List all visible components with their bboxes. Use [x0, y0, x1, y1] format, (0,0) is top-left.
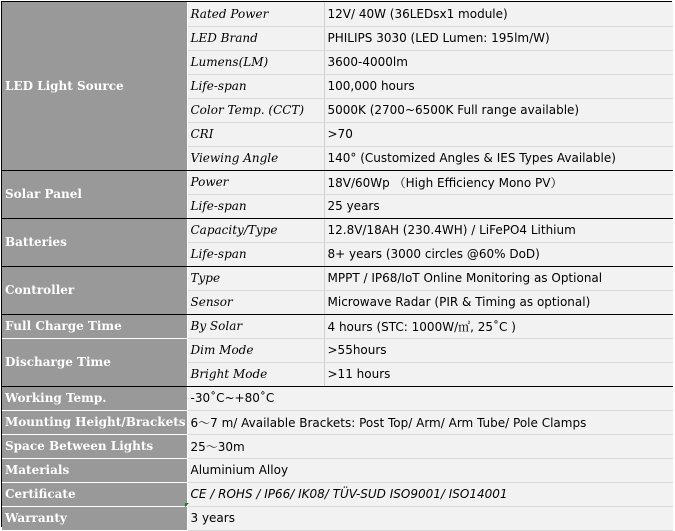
row-label: Life-span: [187, 74, 324, 98]
row-value: 12.8V/18AH (230.4WH) / LiFePO4 Lithium: [324, 218, 673, 242]
row-value: >70: [324, 122, 673, 146]
table-row: [2, 506, 673, 530]
table-row: [2, 218, 673, 242]
row-label: Sensor: [187, 290, 324, 314]
row-value: 3600-4000lm: [324, 50, 673, 74]
section-batteries-title: Batteries: [2, 218, 187, 266]
row-label: Lumens(LM): [187, 50, 324, 74]
misc-value: CE / ROHS / IP66/ IK08/ TÜV-SUD ISO9001/ ISO14001: [187, 482, 673, 506]
row-value: 25 years: [324, 194, 673, 218]
misc-value: -30˚C~+80˚C: [187, 386, 673, 410]
table-row: [2, 410, 673, 434]
misc-value: 25～30m: [187, 434, 673, 458]
table-row: [2, 386, 673, 410]
row-label: Capacity/Type: [187, 218, 324, 242]
table-row: [2, 338, 673, 362]
row-value: 5000K (2700~6500K Full range available): [324, 98, 673, 122]
row-value: 140° (Customized Angles & IES Types Available): [324, 146, 673, 170]
row-value: PHILIPS 3030 (LED Lumen: 195lm/W): [324, 26, 673, 50]
row-value: 100,000 hours: [324, 74, 673, 98]
row-value: Microwave Radar (PIR & Timing as optional): [324, 290, 673, 314]
row-value: >11 hours: [324, 362, 673, 386]
cell-comment-marker: [185, 503, 189, 507]
section-solar-title: Solar Panel: [2, 170, 187, 218]
table-row: [2, 482, 673, 506]
table-row: [2, 266, 673, 290]
row-value: >55hours: [324, 338, 673, 362]
misc-title: Working Temp.: [2, 386, 187, 410]
row-value: 4 hours (STC: 1000W/㎡, 25˚C ): [324, 314, 673, 338]
misc-title: Materials: [2, 458, 187, 482]
misc-title: Warranty: [2, 506, 187, 530]
misc-value: Aluminium Alloy: [187, 458, 673, 482]
spec-table-frame: [1, 1, 672, 527]
row-label: CRI: [187, 122, 324, 146]
table-row: [2, 314, 673, 338]
table-row: [2, 170, 673, 194]
row-label: Bright Mode: [187, 362, 324, 386]
row-label: Color Temp. (CCT): [187, 98, 324, 122]
section-led-title: LED Light Source: [2, 2, 187, 170]
table-row: [2, 458, 673, 482]
section-charge-title: Full Charge Time: [2, 314, 187, 338]
row-label: By Solar: [187, 314, 324, 338]
misc-title: Certificate: [2, 482, 187, 506]
row-value: 12V/ 40W (36LEDsx1 module): [324, 2, 673, 26]
spec-table: [2, 2, 673, 531]
row-label: Rated Power: [187, 2, 324, 26]
row-label: Life-span: [187, 194, 324, 218]
section-discharge-title: Discharge Time: [2, 338, 187, 386]
row-label: Power: [187, 170, 324, 194]
misc-value: 3 years: [187, 506, 673, 530]
row-value: MPPT / IP68/IoT Online Monitoring as Optional: [324, 266, 673, 290]
row-label: Dim Mode: [187, 338, 324, 362]
row-label: Viewing Angle: [187, 146, 324, 170]
row-value: 18V/60Wp （High Efficiency Mono PV）: [324, 170, 673, 194]
misc-title: Mounting Height/Brackets: [2, 410, 187, 434]
row-label: Life-span: [187, 242, 324, 266]
misc-value: 6～7 m/ Available Brackets: Post Top/ Arm/ Arm Tube/ Pole Clamps: [187, 410, 673, 434]
section-controller-title: Controller: [2, 266, 187, 314]
table-row: [2, 434, 673, 458]
row-label: Type: [187, 266, 324, 290]
row-label: LED Brand: [187, 26, 324, 50]
misc-title: Space Between Lights: [2, 434, 187, 458]
table-row: [2, 2, 673, 26]
row-value: 8+ years (3000 circles @60% DoD): [324, 242, 673, 266]
